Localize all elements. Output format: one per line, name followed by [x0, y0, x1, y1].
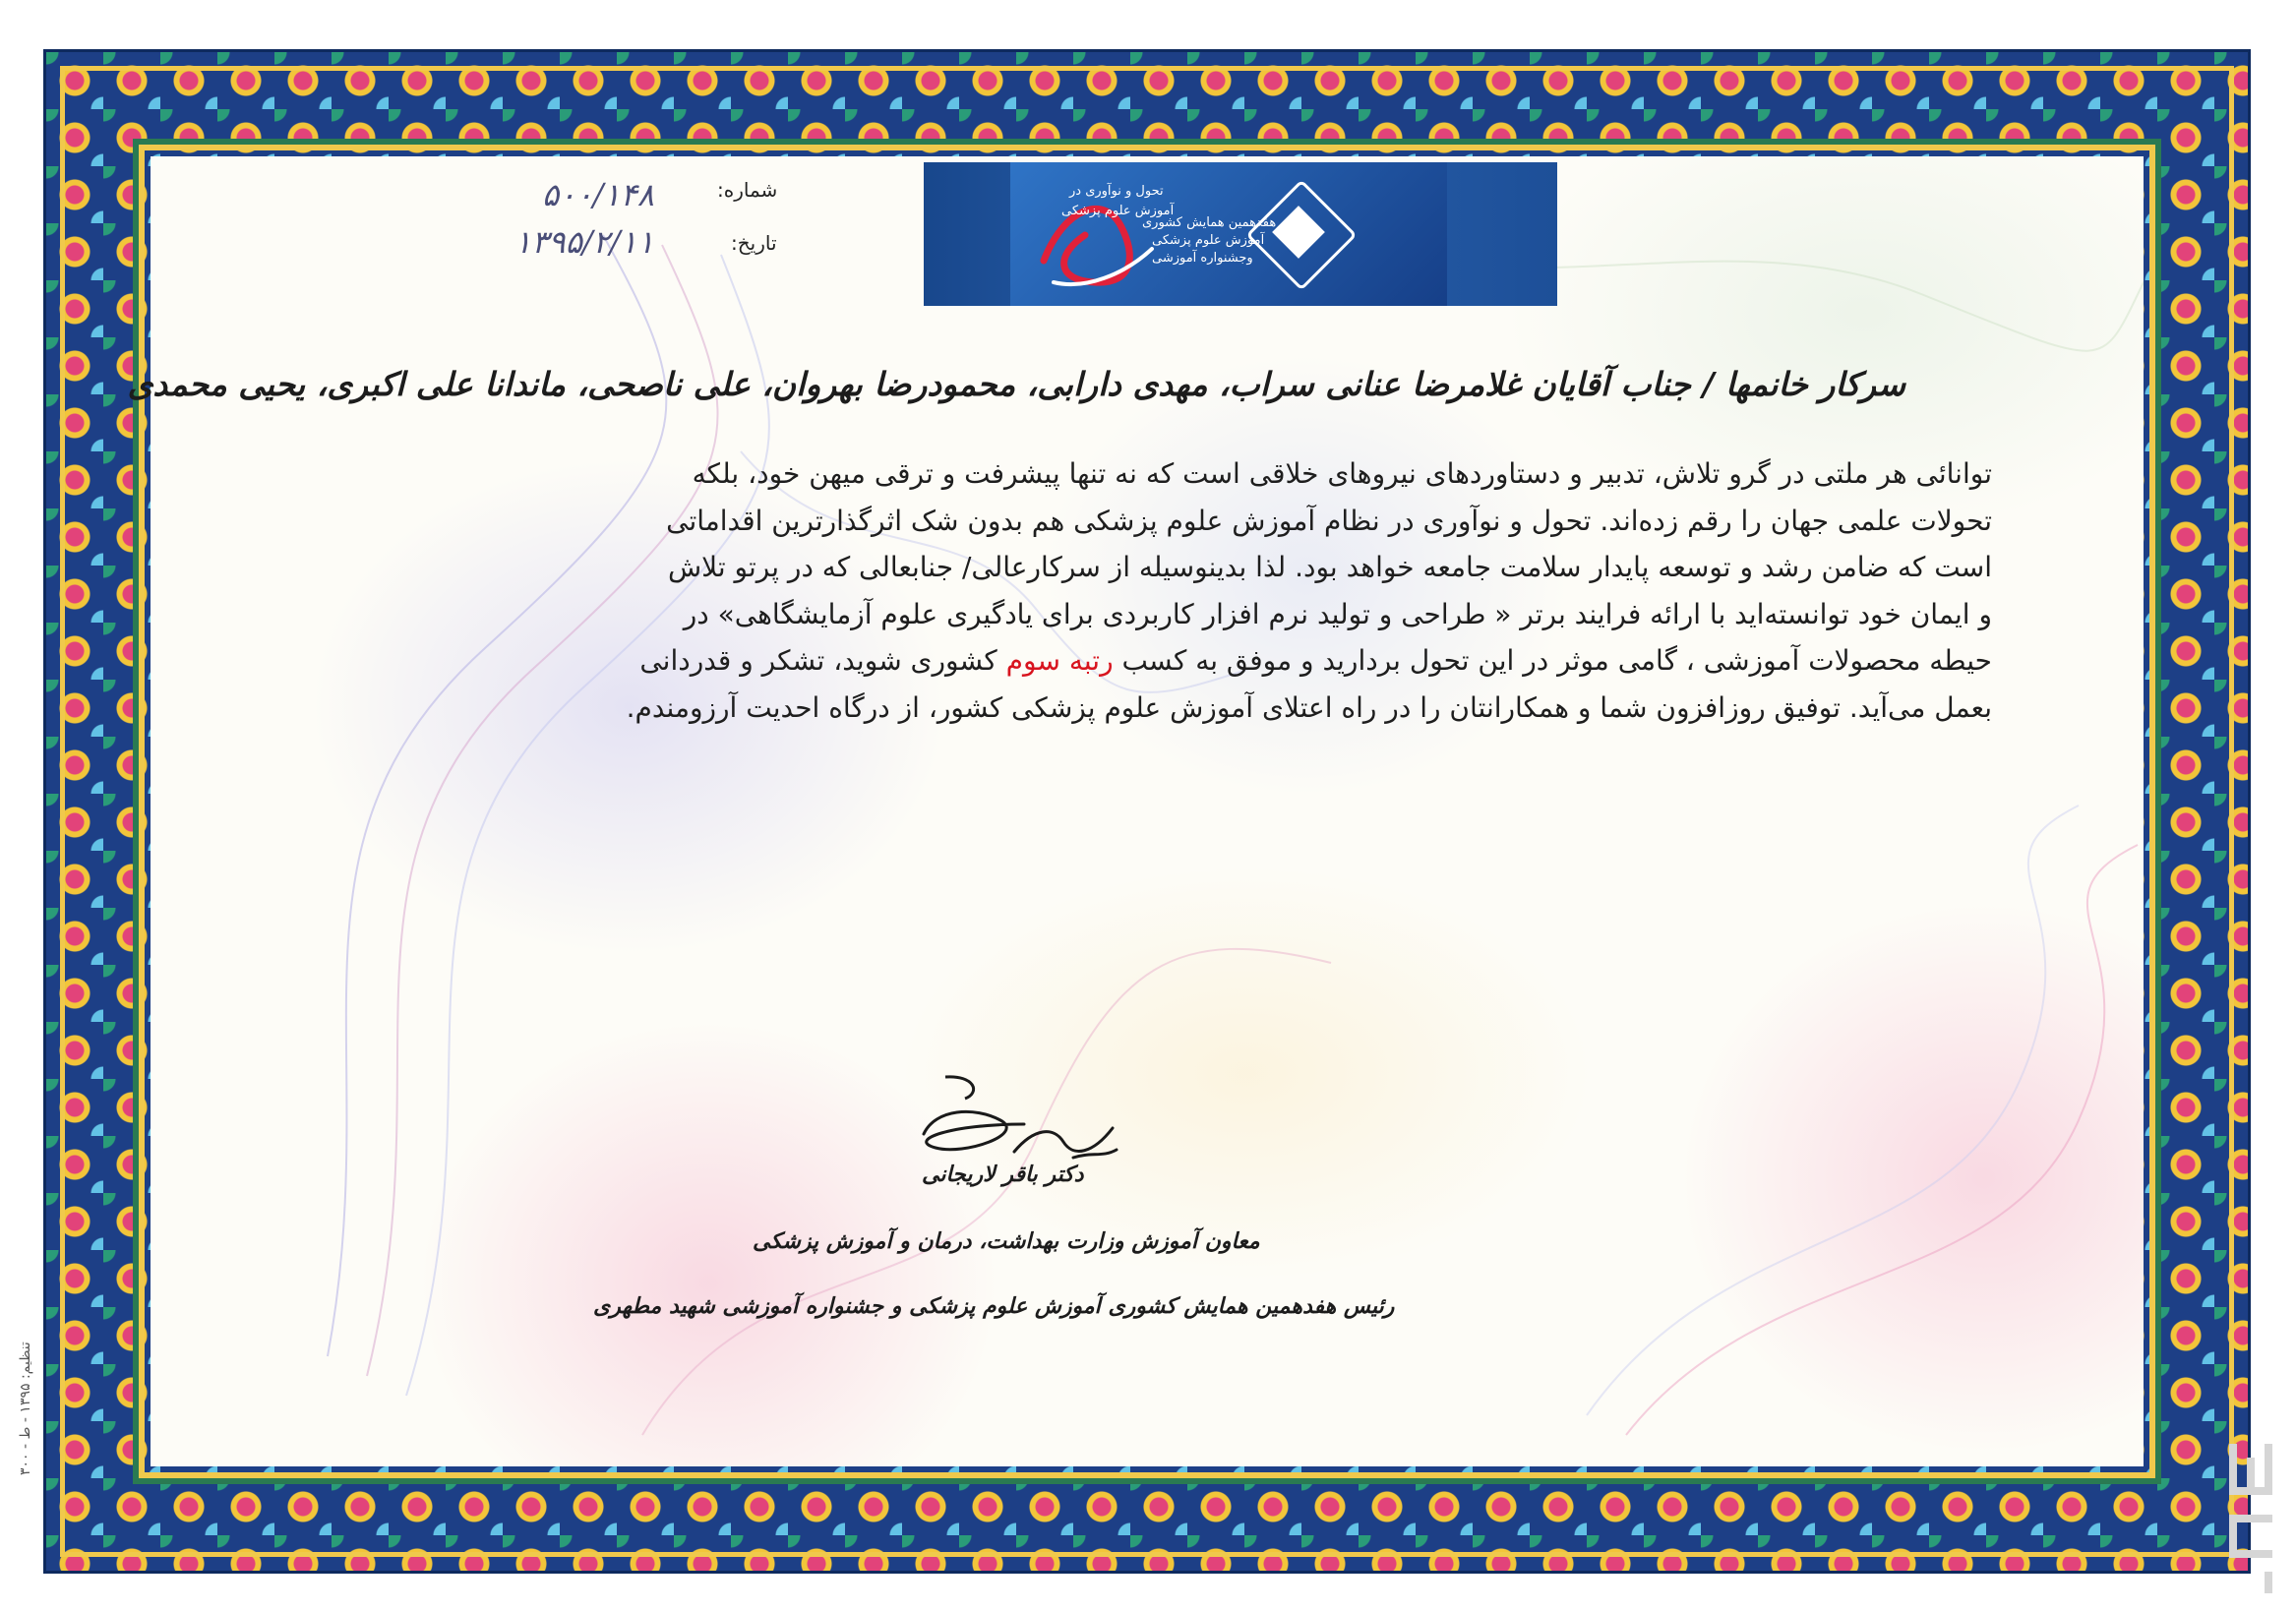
number-label: شماره: [717, 178, 778, 202]
body-line: و ایمان خود توانسته‌اید با ارائه فرایند برتر « طراحی و تولید نرم افزار کاربردی برای یادگیری علوم آزمایشگاهی» در [683, 597, 1992, 630]
marble-pattern [151, 156, 2144, 1466]
rank-highlight: رتبه سوم [1005, 644, 1114, 677]
logo-line-3: وجشنواره آموزشی [1152, 251, 1253, 266]
logo-tagline-2: آموزش علوم پزشکی [1061, 204, 1175, 218]
handwritten-signature [906, 1069, 1162, 1217]
signatory-name: دکتر باقر لاریجانی [922, 1162, 1084, 1187]
body-line: است که ضامن رشد و توسعه پایدار سلامت جامعه خواهد بود. لذا بدینوسیله از سرکارعالی/ جنابعالی که در پرتو تلاش [667, 551, 1992, 583]
logo-line-2: آموزش علوم پزشکی [1152, 233, 1265, 248]
certificate-body [422, 450, 1992, 731]
logo-line-1: هفدهمین همایش کشوری [1142, 215, 1277, 230]
signatory-title-1: معاون آموزش وزارت بهداشت، درمان و آموزش پزشکی [753, 1228, 1260, 1254]
signatory-title-2: رئیس هفدهمین همایش کشوری آموزش علوم پزشکی و جشنواره آموزشی شهید مطهری [593, 1293, 1395, 1319]
side-note: تنظیم: ۱۳۹۵ - ط - ۳۰۰ [18, 1342, 33, 1475]
certificate-paper [151, 156, 2144, 1466]
body-line-5b: کشوری شوید، تشکر و قدردانی [639, 644, 997, 677]
number-value: ۵۰۰/۱۴۸ [542, 176, 654, 213]
body-line: تحولات علمی جهان را رقم زده‌اند. تحول و نوآوری در نظام آموزش علوم پزشکی هم بدون شک اثرگذارترین اقداماتی [666, 504, 1992, 537]
body-line: بعمل می‌آید. توفیق روزافزون شما و همکارانتان را در راه اعتلای آموزش علوم پزشکی کشور، از درگاه احدیت آرزومندم. [626, 690, 1992, 724]
event-logo-banner [924, 162, 1557, 306]
body-line [422, 637, 1992, 685]
logo-tagline-1: تحول و نوآوری در [1069, 184, 1164, 199]
body-line: توانائی هر ملتی در گرو تلاش، تدبیر و دستاوردهای نیروهای خلاقی است که نه تنها پیشرفت و ترقی میهن خود، بلکه [692, 457, 1992, 490]
recipients-line: سرکار خانمها / جناب آقایان غلامرضا عنانی سراب، مهدی دارابی، محمودرضا بهروان، علی ناصحی، ماندانا علی اکبری، یحیی محمدی [127, 365, 1905, 403]
date-label: تاریخ: [731, 231, 777, 255]
body-line-5a: حیطه محصولات آموزشی ، گامی موثر در این تحول بردارید و موفق به کسب [1121, 644, 1992, 677]
app-watermark [2215, 1434, 2286, 1599]
date-value: ۱۳۹۵/۲/۱۱ [514, 223, 654, 261]
certificate [43, 49, 2251, 1574]
